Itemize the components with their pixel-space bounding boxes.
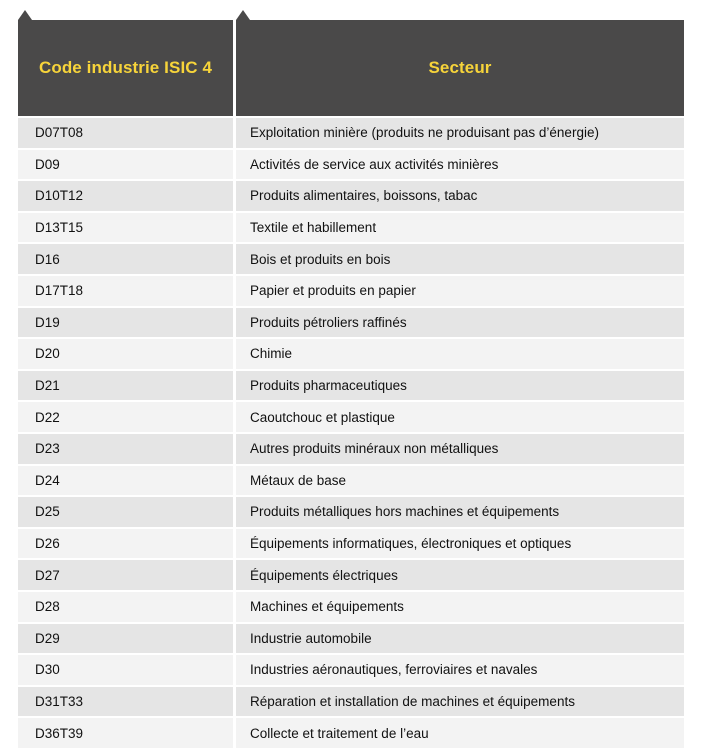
cell-code: D07T08 [18,118,233,148]
table-row [18,118,684,148]
table-row [18,371,684,401]
cell-secteur: Autres produits minéraux non métalliques [236,434,684,464]
header-code: Code industrie ISIC 4 [18,20,233,116]
cell-code: D21 [18,371,233,401]
table-body [18,118,684,748]
cell-code: D16 [18,244,233,274]
cell-code: D23 [18,434,233,464]
table-header [18,20,684,116]
table-row [18,402,684,432]
cell-code: D20 [18,339,233,369]
cell-code: D30 [18,655,233,685]
cell-secteur: Industrie automobile [236,624,684,654]
cell-code: D36T39 [18,718,233,748]
cell-secteur: Produits pétroliers raffinés [236,308,684,338]
cell-secteur: Bois et produits en bois [236,244,684,274]
cell-code: D27 [18,560,233,590]
table-row [18,213,684,243]
cell-code: D22 [18,402,233,432]
cell-code: D25 [18,497,233,527]
cell-secteur: Textile et habillement [236,213,684,243]
table-row [18,244,684,274]
cell-code: D19 [18,308,233,338]
cell-secteur: Produits pharmaceutiques [236,371,684,401]
cell-code: D09 [18,150,233,180]
table-row [18,718,684,748]
table-row [18,624,684,654]
cell-secteur: Papier et produits en papier [236,276,684,306]
cell-secteur: Activités de service aux activités minières [236,150,684,180]
table-row [18,560,684,590]
cell-code: D28 [18,592,233,622]
cell-secteur: Machines et équipements [236,592,684,622]
cell-code: D10T12 [18,181,233,211]
cell-secteur: Industries aéronautiques, ferroviaires et navales [236,655,684,685]
cell-secteur: Métaux de base [236,466,684,496]
cell-secteur: Caoutchouc et plastique [236,402,684,432]
cell-code: D26 [18,529,233,559]
cell-secteur: Équipements informatiques, électroniques et optiques [236,529,684,559]
table-row [18,181,684,211]
isic-sector-table [18,10,684,748]
cell-secteur: Exploitation minière (produits ne produisant pas d’énergie) [236,118,684,148]
table-row [18,434,684,464]
header-secteur: Secteur [236,20,684,116]
table-row [18,466,684,496]
table-row [18,308,684,338]
cell-code: D13T15 [18,213,233,243]
table-row [18,687,684,717]
table-row [18,150,684,180]
table-row [18,655,684,685]
table-row [18,497,684,527]
table-row [18,276,684,306]
cell-secteur: Produits alimentaires, boissons, tabac [236,181,684,211]
table-row [18,529,684,559]
cell-code: D17T18 [18,276,233,306]
cell-code: D31T33 [18,687,233,717]
cell-secteur: Produits métalliques hors machines et équipements [236,497,684,527]
cell-secteur: Collecte et traitement de l’eau [236,718,684,748]
cell-secteur: Réparation et installation de machines et équipements [236,687,684,717]
table-row [18,592,684,622]
cell-code: D24 [18,466,233,496]
cell-code: D29 [18,624,233,654]
cell-secteur: Équipements électriques [236,560,684,590]
table-row [18,339,684,369]
cell-secteur: Chimie [236,339,684,369]
